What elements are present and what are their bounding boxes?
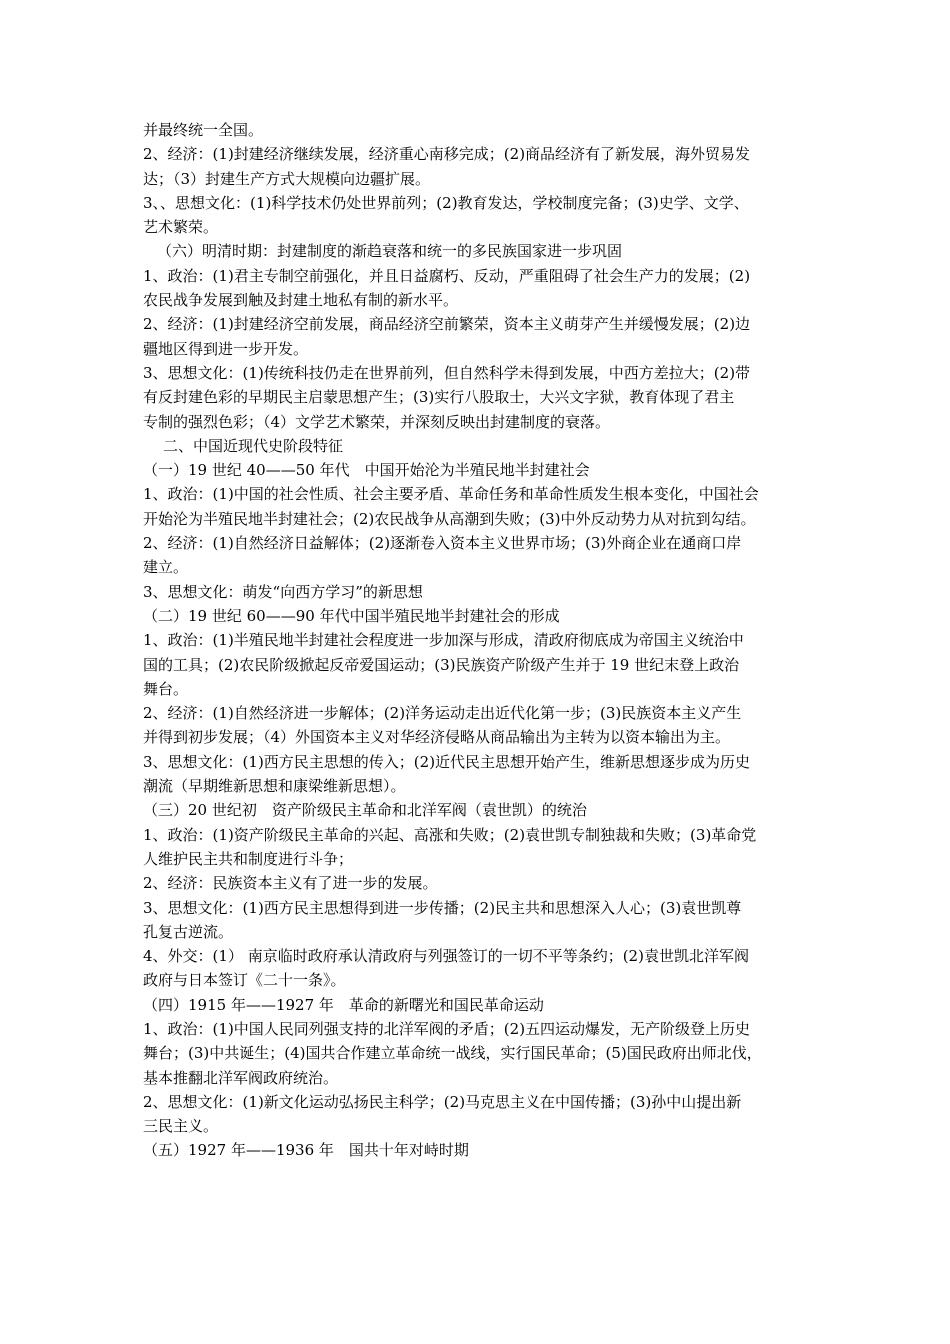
text-line: 舞台。 xyxy=(143,679,189,698)
text-line: 有反封建色彩的早期民主启蒙思想产生；(3)实行八股取士，大兴文字狱，教育体现了君主 xyxy=(143,388,735,407)
text-line: 开始沦为半殖民地半封建社会；(2)农民战争从高潮到失败；(3)中外反动势力从对抗到勾结。 xyxy=(143,509,756,528)
text-line: 孔复古逆流。 xyxy=(143,922,234,941)
text-line: 三民主义。 xyxy=(143,1117,219,1136)
text-line: 3、思想文化：萌发“向西方学习”的新思想 xyxy=(143,582,423,601)
text-line: 政府与日本签订《二十一条》。 xyxy=(143,971,346,990)
chapter-heading: 二、中国近现代史阶段特征 xyxy=(163,436,344,455)
text-line: 疆地区得到进一步开发。 xyxy=(143,339,309,358)
text-line: 3、思想文化：(1)传统科技仍走在世界前列，但自然科学未得到发展，中西方差拉大；(2)带 xyxy=(143,363,751,382)
text-line: 并最终统一全国。 xyxy=(143,121,264,139)
text-line: 1、政治：(1)资产阶级民主革命的兴起、高涨和失败；(2)袁世凯专制独裁和失败；(3)革命党 xyxy=(143,825,757,844)
text-line: 1、政治：(1)君主专制空前强化，并且日益腐朽、反动，严重阻碍了社会生产力的发展；(2) xyxy=(143,266,751,285)
text-line: 3、思想文化：(1)西方民主思想的传入；(2)近代民主思想开始产生，维新思想逐步成为历史 xyxy=(143,752,751,771)
text-line: 基本推翻北洋军阀政府统治。 xyxy=(143,1068,339,1087)
text-line: 2、经济：(1)封建经济继续发展，经济重心南移完成；(2)商品经济有了新发展，海外贸易发 xyxy=(143,145,751,164)
text-line: 达；（3）封建生产方式大规模向边疆扩展。 xyxy=(143,169,431,188)
section-heading: （四）1915 年——1927 年 革命的新曙光和国民革命运动 xyxy=(143,995,544,1014)
text-line: 3、思想文化：(1)西方民主思想得到进一步传播；(2)民主共和思想深入人心；(3)袁世凯尊 xyxy=(143,898,742,917)
section-heading: （五）1927 年——1936 年 国共十年对峙时期 xyxy=(143,1141,469,1160)
text-line: 并得到初步发展；（4）外国资本主义对华经济侵略从商品输出为主转为以资本输出为主。 xyxy=(143,728,731,747)
text-line: 2、经济：民族资本主义有了进一步的发展。 xyxy=(143,874,438,893)
text-line: 2、经济：(1)自然经济日益解体；(2)逐渐卷入资本主义世界市场；(3)外商企业在通商口岸 xyxy=(143,534,742,553)
text-line: 建立。 xyxy=(143,558,189,577)
text-line: 1、政治：(1)中国的社会性质、社会主要矛盾、革命任务和革命性质发生根本变化，中国社会 xyxy=(143,485,759,504)
text-line: 2、经济：(1)自然经济进一步解体；(2)洋务运动走出近代化第一步；(3)民族资本主义产生 xyxy=(143,704,742,723)
document-page xyxy=(143,118,823,1163)
section-heading: （二）19 世纪 60——90 年代中国半殖民地半封建社会的形成 xyxy=(143,606,560,625)
text-line: 国的工具；(2)农民阶级掀起反帝爱国运动；(3)民族资产阶级产生并于 19 世纪末登上政治 xyxy=(143,655,740,674)
section-heading: （三）20 世纪初 资产阶级民主革命和北洋军阀（袁世凯）的统治 xyxy=(143,801,587,820)
text-line: 专制的强烈色彩；（4）文学艺术繁荣，并深刻反映出封建制度的衰落。 xyxy=(143,412,611,431)
section-heading: （一）19 世纪 40——50 年代 中国开始沦为半殖民地半封建社会 xyxy=(143,461,590,480)
text-line: 1、政治：(1)中国人民同列强支持的北洋军阀的矛盾；(2)五四运动爆发，无产阶级登上历史 xyxy=(143,1019,751,1038)
section-heading: （六）明清时期：封建制度的渐趋衰落和统一的多民族国家进一步巩固 xyxy=(157,242,623,261)
text-line: 艺术繁荣。 xyxy=(143,218,219,237)
text-line: 潮流（早期维新思想和康梁维新思想）。 xyxy=(143,777,406,796)
text-line: 3、、思想文化：(1)科学技术仍处世界前列；(2)教育发达，学校制度完备；(3)史学、文学、 xyxy=(143,193,749,212)
text-line: 2、经济：(1)封建经济空前发展，商品经济空前繁荣，资本主义萌芽产生并缓慢发展；(2)边 xyxy=(143,315,751,334)
text-line: 1、政治：(1)半殖民地半封建社会程度进一步加深与形成，清政府彻底成为帝国主义统治中 xyxy=(143,631,744,650)
text-line: 2、思想文化：(1)新文化运动弘扬民主科学；(2)马克思主义在中国传播；(3)孙中山提出新 xyxy=(143,1092,742,1111)
text-line: 4、外交：(1） 南京临时政府承认清政府与列强签订的一切不平等条约；(2)袁世凯北洋军阀 xyxy=(143,947,749,966)
text-line: 人维护民主共和制度进行斗争； xyxy=(143,849,354,868)
text-line: 农民战争发展到触及封建土地私有制的新水平。 xyxy=(143,291,459,310)
text-line: 舞台；(3)中共诞生；(4)国共合作建立革命统一战线，实行国民革命；(5)国民政府出师北伐， xyxy=(143,1044,762,1063)
